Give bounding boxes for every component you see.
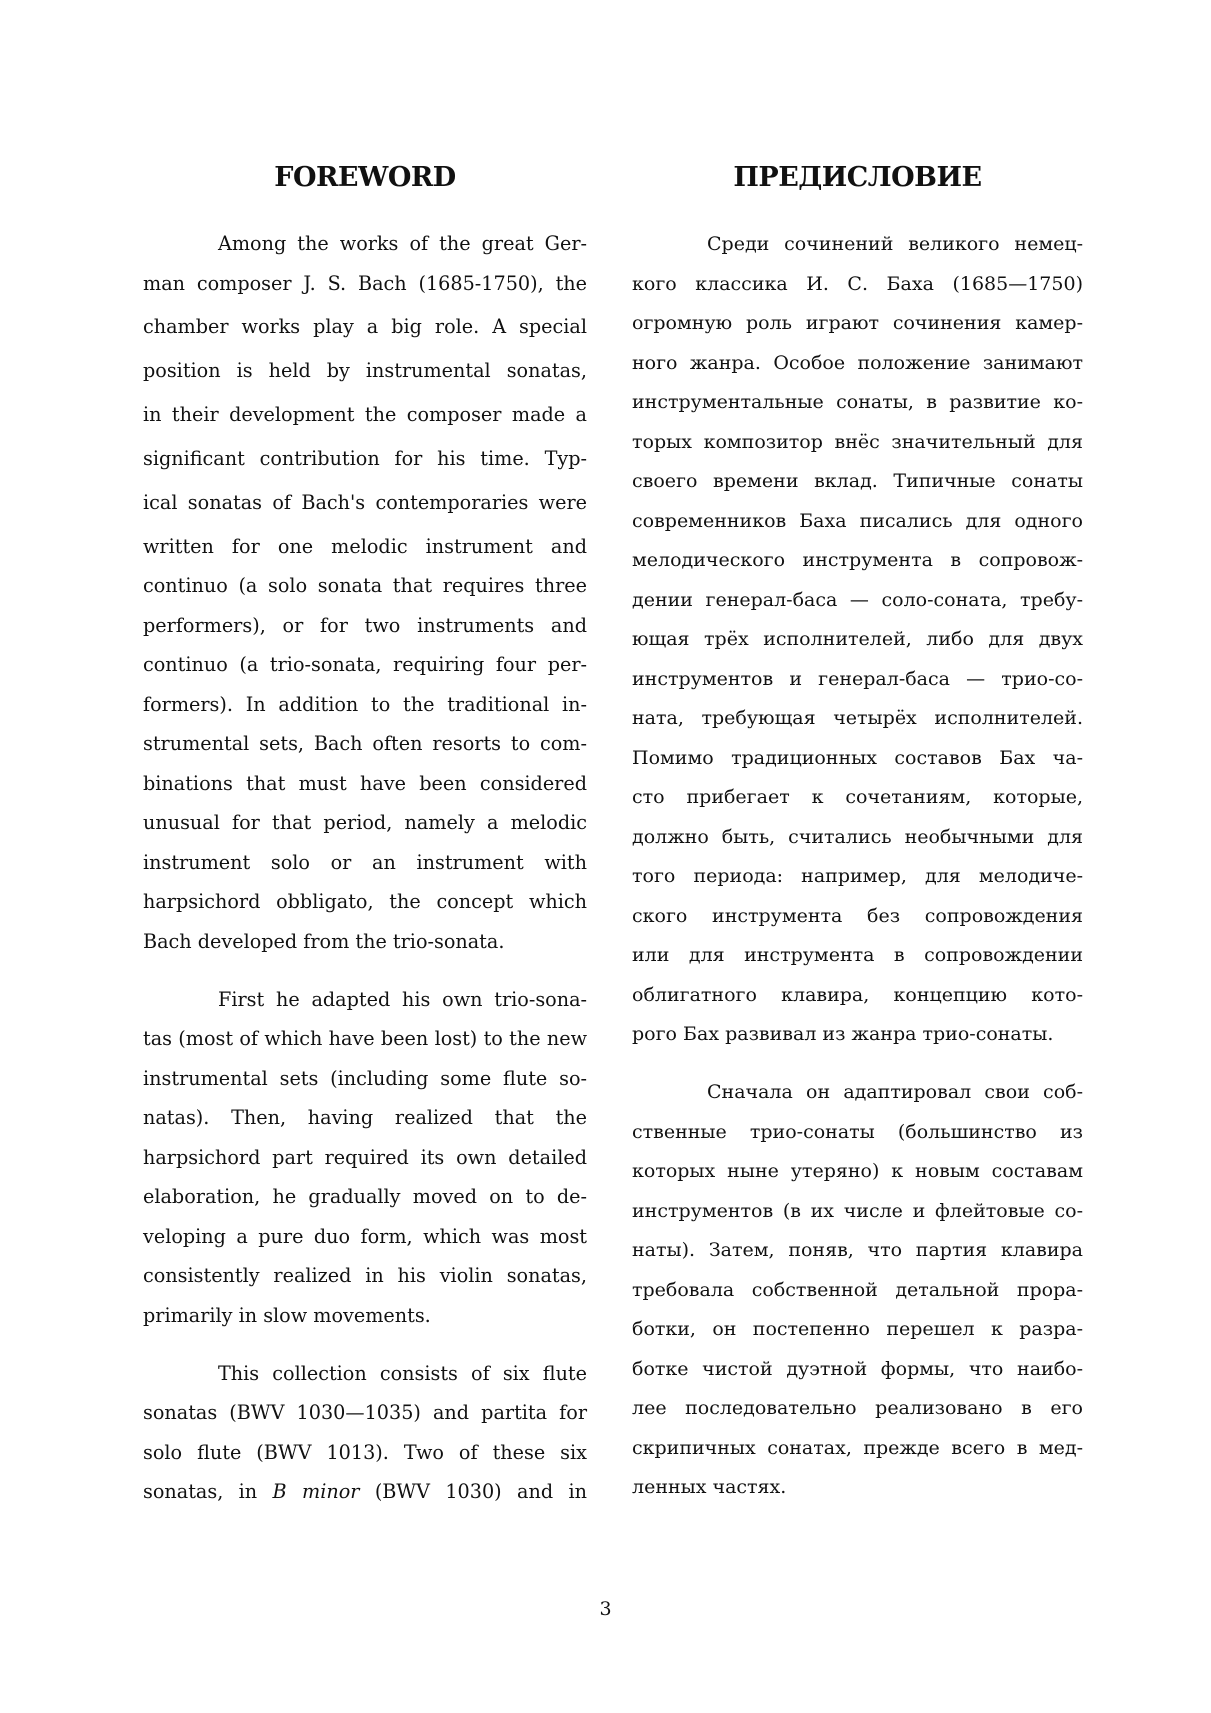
- text-line: облигатного клавира, концепцию кото-: [632, 984, 1083, 1006]
- text-line: tas (most of which have been lost) to the new: [143, 1027, 587, 1050]
- text-line: лее последовательно реализовано в его: [632, 1397, 1083, 1419]
- text-line: consistently realized in his violin sonatas,: [143, 1264, 587, 1287]
- text-line: Among the works of the great Ger-: [218, 232, 587, 255]
- text-line: скрипичных сонатах, прежде всего в мед-: [632, 1437, 1083, 1459]
- text-line: binations that must have been considered: [143, 772, 587, 795]
- text-line: unusual for that period, namely a melodic: [143, 811, 587, 834]
- text-line: Помимо традиционных составов Бах ча-: [632, 747, 1083, 769]
- text-line: chamber works play a big role. A special: [143, 315, 587, 338]
- key-name-italic: B minor: [272, 1480, 360, 1503]
- text-line: elaboration, he gradually moved on to de-: [143, 1185, 587, 1208]
- text-line: ского инструмента без сопровождения: [632, 905, 1083, 927]
- text-line: solo flute (BWV 1013). Two of these six: [143, 1441, 587, 1464]
- text-line: harpsichord obbligato, the concept which: [143, 890, 587, 913]
- text-line: This collection consists of six flute: [218, 1362, 587, 1385]
- text-line: Среди сочинений великого немец-: [707, 233, 1083, 255]
- text-line: наты). Затем, поняв, что партия клавира: [632, 1239, 1083, 1261]
- text-line: performers), or for two instruments and: [143, 614, 587, 637]
- text-line: сто прибегает к сочетаниям, которые,: [632, 786, 1083, 808]
- text-line: ната, требующая четырёх исполнителей.: [632, 707, 1083, 729]
- text-line: continuo (a trio-sonata, requiring four per-: [143, 653, 587, 676]
- text-line: дении генерал-баса — соло-соната, требу-: [632, 589, 1083, 611]
- text-line: strumental sets, Bach often resorts to com-: [143, 732, 587, 755]
- text-line: кого классика И. С. Баха (1685—1750): [632, 273, 1083, 295]
- russian-heading: ПРЕДИСЛОВИЕ: [733, 162, 982, 193]
- text-line: огромную роль играют сочинения камер-: [632, 312, 1083, 334]
- text-line: ственные трио-сонаты (большинство из: [632, 1121, 1083, 1143]
- text-line: должно быть, считались необычными для: [632, 826, 1083, 848]
- text-line: торых композитор внёс значительный для: [632, 431, 1083, 453]
- text-line: современников Баха писались для одного: [632, 510, 1083, 532]
- text-line: sonatas, in B minor (BWV 1030) and in: [143, 1480, 587, 1503]
- text-line: position is held by instrumental sonatas,: [143, 359, 587, 382]
- text-line: рого Бах развивал из жанра трио-сонаты.: [632, 1023, 1054, 1045]
- text-line: primarily in slow movements.: [143, 1304, 431, 1327]
- text-line: instrumental sets (including some flute so-: [143, 1067, 587, 1090]
- text-line: veloping a pure duo form, which was most: [143, 1225, 587, 1248]
- text-line: continuo (a solo sonata that requires three: [143, 574, 587, 597]
- text-line: significant contribution for his time. Typ-: [143, 447, 587, 470]
- text-line: in their development the composer made a: [143, 403, 587, 426]
- text-line: ботке чистой дуэтной формы, что наибо-: [632, 1358, 1083, 1380]
- text-line: natas). Then, having realized that the: [143, 1106, 587, 1129]
- text-line: которых ныне утеряно) к новым составам: [632, 1160, 1083, 1182]
- text-line: ленных частях.: [632, 1476, 787, 1498]
- text-line: ного жанра. Особое положение занимают: [632, 352, 1083, 374]
- text-line: инструментов и генерал-баса — трио-со-: [632, 668, 1083, 690]
- text-line: man composer J. S. Bach (1685-1750), the: [143, 272, 587, 295]
- text-line: ющая трёх исполнителей, либо для двух: [632, 628, 1083, 650]
- text-line: требовала собственной детальной прора-: [632, 1279, 1083, 1301]
- text-line: Bach developed from the trio-sonata.: [143, 930, 505, 953]
- text-line: ботки, он постепенно перешел к разра-: [632, 1318, 1083, 1340]
- text-line: written for one melodic instrument and: [143, 535, 587, 558]
- text-line: ical sonatas of Bach's contemporaries were: [143, 491, 587, 514]
- text-line: своего времени вклад. Типичные сонаты: [632, 470, 1083, 492]
- text-line: Сначала он адаптировал свои соб-: [707, 1081, 1083, 1103]
- text-line: First he adapted his own trio-sona-: [218, 988, 587, 1011]
- text-line: мелодического инструмента в сопровож-: [632, 549, 1083, 571]
- text-line: instrument solo or an instrument with: [143, 851, 587, 874]
- page-number: 3: [599, 1598, 612, 1620]
- text-line: harpsichord part required its own detailed: [143, 1146, 587, 1169]
- text-line: или для инструмента в сопровождении: [632, 944, 1083, 966]
- text-line: того периода: например, для мелодиче-: [632, 865, 1083, 887]
- text-line: sonatas (BWV 1030—1035) and partita for: [143, 1401, 587, 1424]
- text-line: инструментов (в их числе и флейтовые со-: [632, 1200, 1083, 1222]
- english-heading: FOREWORD: [274, 162, 456, 193]
- text-line: formers). In addition to the traditional in-: [143, 693, 587, 716]
- text-line: инструментальные сонаты, в развитие ко-: [632, 391, 1083, 413]
